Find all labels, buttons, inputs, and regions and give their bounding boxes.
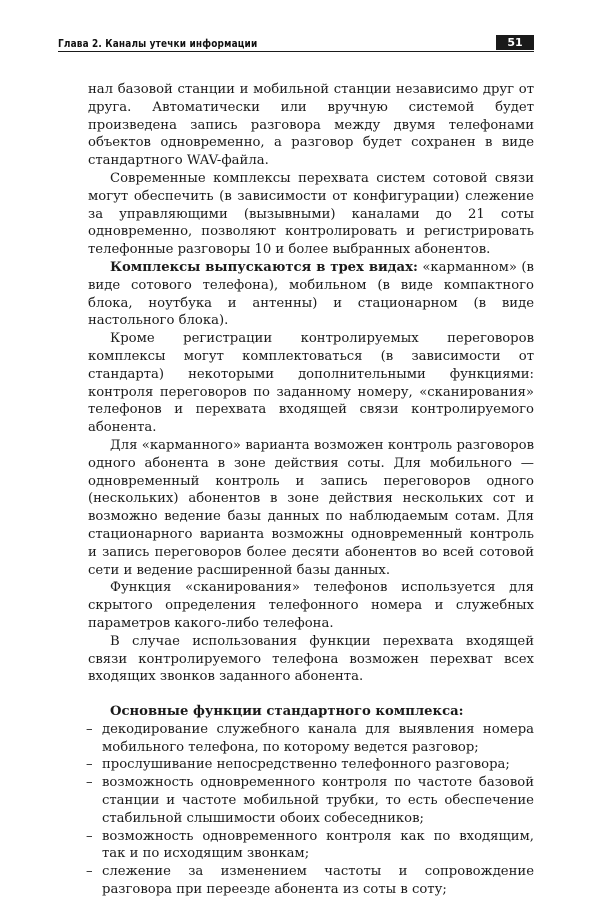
section-spacer [88,686,534,703]
paragraph: нал базовой станции и мобильной станции независимо друг от друга. Автоматически или вручную системой будет произведена запись разговора между двумя телефонами объектов одновременно, а разговор будет сохранен в виде стандартного WAV-файла. [88,82,534,169]
page-number: 51 [496,35,534,50]
list-item: – прослушивание непосредственно телефонного разговора; [88,756,534,774]
list-item: – возможность одновременного контроля как по входящим, так и по исходящим звонкам; [88,828,534,864]
chapter-title: Глава 2. Каналы утечки информации [58,38,258,50]
paragraph [88,259,534,330]
body-text [88,81,534,899]
list-item: – слежение за изменением частоты и сопровождение разговора при переезде абонента из соты в соту; [88,863,534,899]
paragraph: Современные комплексы перехвата систем сотовой связи могут обеспечить (в зависимости от конфигурации) слежение за управляющими (вызывными) каналами до 21 соты одновременно, позволяют контролировать и регистрировать телефонные разговоры 10 и более выбранных абонентов. [88,170,534,258]
section-title: Основные функции стандартного комплекса: [110,704,464,720]
paragraph: Функция «сканирования» телефонов используется для скрытого определения телефонного номера и служебных параметров какого-либо телефона. [88,580,534,631]
paragraph-lead: Комплексы выпускаются в трех видах: [110,259,418,275]
paragraph: В случае использования функции перехвата входящей связи контролируемого телефона возможен перехват всех входящих звонков заданного абонента. [88,633,534,685]
paragraph: Для «карманного» варианта возможен контроль разговоров одного абонента в зоне действия соты. Для мобильного — одновременный контроль и запись переговоров одного (нескольких) абонентов в зоне действия нескольких сот и возможно ведение базы данных по наблюдаемым сотам. Для стационарного варианта возможны одновременный контроль и запись переговоров более десяти абонентов во всей сотовой сети и ведение расширенной базы данных. [88,437,534,578]
functions-list [88,721,534,899]
list-item: – декодирование служебного канала для выявления номера мобильного телефона, по которому ведется разговор; [88,721,534,757]
running-header [58,38,534,53]
paragraph-rest: «карманном» (в виде сотового телефона), мобильном (в виде компактного блока, ноутбука и антенны) и стационарном (в виде настольного блока). [88,259,534,329]
list-item: – возможность одновременного контроля по частоте базовой станции и частоте мобильной трубки, то есть обеспечение стабильной слышимости обоих собеседников; [88,774,534,827]
paragraph: Кроме регистрации контролируемых переговоров комплексы могут комплектоваться (в зависимости от стандарта) некоторыми дополнительными функциями: контроля переговоров по заданному номеру, «сканирования» телефонов и перехвата входящей связи контролируемого абонента. [88,331,534,436]
header-rule [58,51,534,52]
